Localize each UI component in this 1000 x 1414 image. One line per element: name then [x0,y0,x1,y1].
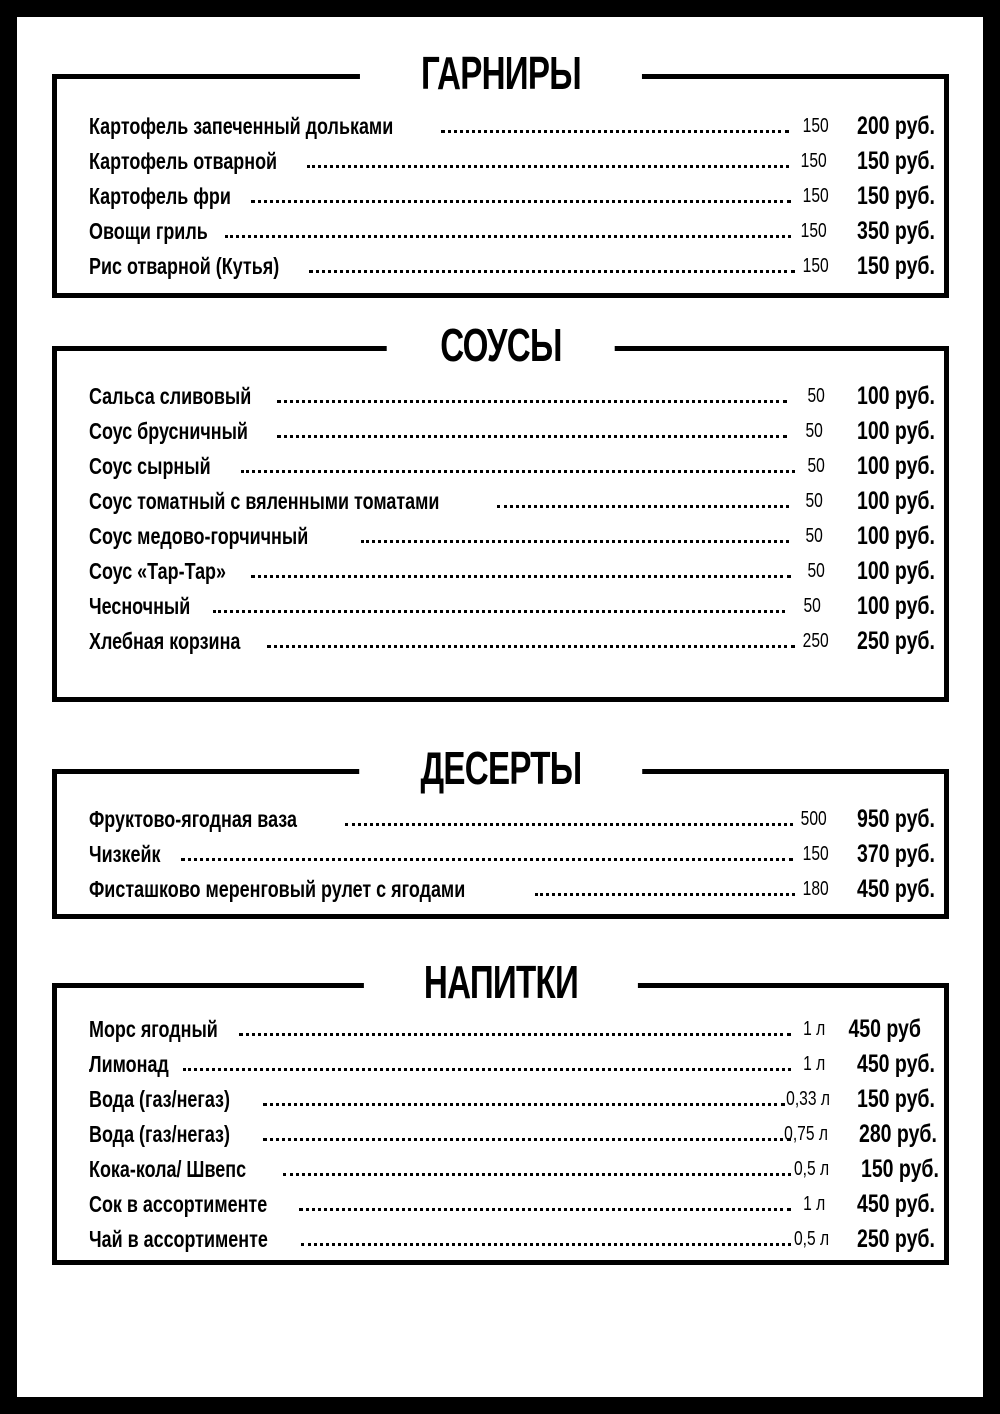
menu-item [89,1049,935,1079]
item-name: Соус «Тар-Тар» [89,558,226,584]
item-name: Чай в ассортименте [89,1226,268,1252]
item-name: Фисташково меренговый рулет с ягодами [89,876,466,902]
item-name: Соус брусничный [89,418,248,444]
item-quantity: 1 л [802,1053,826,1075]
item-quantity: 50 [805,490,823,512]
dot-leader [309,270,795,273]
item-name: Овощи гриль [89,218,208,244]
menu-item [89,216,935,246]
menu-item [89,181,935,211]
menu-item [89,1189,935,1219]
item-name: Вода (газ/негаз) [89,1086,230,1112]
item-quantity: 500 [800,808,828,830]
menu-item [89,1224,935,1254]
dot-leader [277,435,787,438]
dot-leader [241,470,795,473]
dot-leader [239,1033,791,1036]
item-price: 100 руб. [857,417,935,445]
dot-leader [267,645,795,648]
item-price: 100 руб. [857,382,935,410]
dot-leader [263,1103,785,1106]
dot-leader [441,130,789,133]
menu-item [89,486,935,516]
item-name: Вода (газ/негаз) [89,1121,230,1147]
menu-item [89,591,935,621]
item-quantity: 1 л [802,1018,826,1040]
dot-leader [283,1173,791,1176]
menu-item [89,1154,939,1184]
item-price: 450 руб. [857,875,935,903]
dot-leader [535,893,795,896]
item-quantity: 150 [800,150,828,172]
item-price: 350 руб. [857,217,935,245]
item-quantity: 50 [807,455,825,477]
item-quantity: 50 [807,560,825,582]
menu-item [89,626,935,656]
menu-item [89,804,935,834]
item-name: Кока-кола/ Швепс [89,1156,247,1182]
item-quantity: 50 [803,595,821,617]
item-name: Соус сырный [89,453,211,479]
menu-item [89,251,935,281]
dot-leader [307,165,789,168]
item-price: 100 руб. [857,592,935,620]
item-price: 370 руб. [857,840,935,868]
item-quantity: 180 [802,878,830,900]
item-quantity: 150 [802,843,830,865]
menu-item [89,556,935,586]
item-price: 150 руб. [861,1155,939,1183]
section-sauces [52,319,949,702]
section-drinks [52,956,949,1265]
dot-leader [251,575,791,578]
dot-leader [361,540,789,543]
section-desserts [52,742,949,919]
item-name: Чизкейк [89,841,161,867]
section-title: ГАРНИРЫ [359,43,641,103]
item-name: Сальса сливовый [89,383,252,409]
item-price: 250 руб. [857,627,935,655]
item-price: 450 руб. [857,1050,935,1078]
item-price: 100 руб. [857,557,935,585]
dot-leader [213,610,785,613]
menu-item [89,381,935,411]
item-quantity: 150 [802,255,830,277]
item-quantity: 0,33 л [786,1088,830,1110]
dot-leader [225,235,791,238]
menu-item [89,1119,937,1149]
item-price: 150 руб. [857,182,935,210]
dot-leader [345,823,793,826]
item-name: Лимонад [89,1051,169,1077]
item-name: Картофель отварной [89,148,278,174]
item-name: Сок в ассортименте [89,1191,268,1217]
item-price: 100 руб. [857,452,935,480]
item-quantity: 150 [800,220,828,242]
item-price: 280 руб. [859,1120,937,1148]
item-name: Хлебная корзина [89,628,241,654]
item-quantity: 150 [802,115,830,137]
item-price: 200 руб. [857,112,935,140]
menu-item [89,874,935,904]
dot-leader [277,400,787,403]
item-quantity: 0,5 л [794,1158,830,1180]
item-price: 100 руб. [857,487,935,515]
item-quantity: 1 л [802,1193,826,1215]
section-title: ДЕСЕРТЫ [359,738,643,798]
item-quantity: 0,75 л [784,1123,828,1145]
menu-item [89,1014,931,1044]
dot-leader [299,1208,791,1211]
item-quantity: 0,5 л [794,1228,830,1250]
item-quantity: 150 [802,185,830,207]
item-price: 950 руб. [857,805,935,833]
item-name: Фруктово-ягодная ваза [89,806,297,832]
item-name: Чесночный [89,593,191,619]
item-name: Соус томатный с вяленными томатами [89,488,440,514]
item-quantity: 250 [802,630,830,652]
item-name: Картофель запеченный дольками [89,113,394,139]
menu-item [89,416,935,446]
dot-leader [301,1243,791,1246]
section-title: НАПИТКИ [363,952,637,1012]
item-price: 450 руб. [857,1190,935,1218]
item-name: Рис отварной (Кутья) [89,253,280,279]
dot-leader [183,1068,791,1071]
item-name: Морс ягодный [89,1016,218,1042]
item-quantity: 50 [805,420,823,442]
menu-item [89,839,935,869]
item-price: 100 руб. [857,522,935,550]
item-price: 250 руб. [857,1225,935,1253]
section-title: СОУСЫ [386,315,615,375]
dot-leader [181,858,793,861]
item-price: 150 руб. [857,1085,935,1113]
menu-item [89,146,935,176]
item-price: 450 руб [848,1015,921,1043]
item-name: Картофель фри [89,183,231,209]
item-price: 150 руб. [857,147,935,175]
menu-item [89,111,935,141]
item-price: 150 руб. [857,252,935,280]
section-garnishes [52,47,949,298]
menu-item [89,521,935,551]
item-quantity: 50 [807,385,825,407]
item-name: Соус медово-горчичный [89,523,309,549]
item-quantity: 50 [805,525,823,547]
menu-item [89,1084,935,1114]
dot-leader [251,200,791,203]
dot-leader [497,505,789,508]
menu-item [89,451,935,481]
dot-leader [263,1138,791,1141]
